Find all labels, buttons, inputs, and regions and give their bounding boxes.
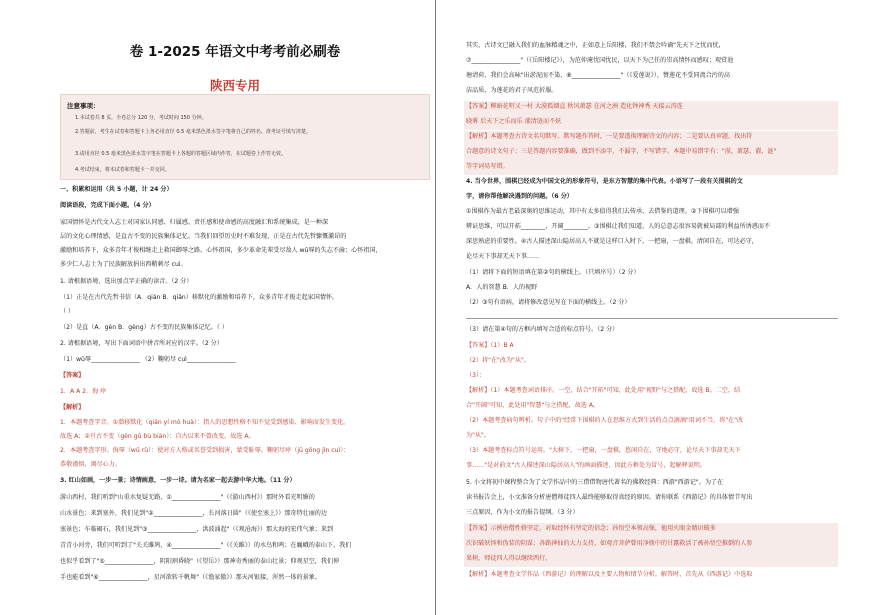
question-4: 4. 当今世界，围棋已经成为中国文化的形象符号，是东方智慧的集中代表。小语写了一段有关围棋的文 [466,178,743,185]
answer-text: 【答案】示例唐僧性格坚定，对取经怀有坚定的信念；孙悟空本领高强，他用火眼金睛识破多 [466,525,716,532]
text-line: ①围棋作为最古老最深奥的思维运动，其中有太多值得我们去传承、去借鉴的道理。②下围棋可以增强 [466,208,739,215]
question-2: 2. 请根据语境，写出下面词语中拼音所对应的汉字。（2 分） [60,340,223,347]
options: A．人的智慧 B．人的视野 [466,284,538,291]
analysis-text: （3）本题考查标点符号运用。"大树下，一把扇，一盘棋，悠闲自在，守地必守，论尽天下事却无天下 [466,447,741,454]
answer-text: （2）将"在"改为"从"。 [466,357,530,364]
text-line: 激励和培养下，众多青年才俊相继走上救国御辱之路。心怀祖国，多少革命先辈受尽敌人 wū辱的失志不渝；心怀祖国， [60,247,382,254]
analysis-text: 合"开阔"可知，此处用"智慧"与之搭配，故选 A。 [466,402,600,409]
answer-text: 次识破妖怪和伪装的阴谋；各路神仙的大力支持，如观音菩萨曾用净瓶中的甘露救活了被孙悟空推倒的人参 [466,540,753,547]
analysis-text: 等字词易写错。 [466,163,509,170]
analysis-text: 合题意的诗文句子；三是答题内容要准确，做到不添字，不漏字，不写错字。本题中易错字有："漠、萧瑟、濯、涟" [466,148,777,155]
text-line: 塘清荷，我们会高咏"出淤泥而不染，⑧________________"（《爱莲说》），赞莲花不受同流合污的高 [466,72,730,79]
notice-item: 4.考试结束，将本试卷和答题卡一并交回。 [75,167,170,173]
answer-text: 【答案】（1）B A [466,342,514,349]
question-5: 5. 小文将初中课程整合为了文学作品中的三借借物唐代著名的佛教经典：西游"西游记"。为了在 [466,479,724,486]
text-line: 游山西村，我们听到"山重水复疑无路，①________________"（《游山西村》）那时外看光明媚的 [60,494,315,501]
question-3: 3. 红山如画，一步一景；诗情画意，一步一诗。请为名家一起去游中华大地。（11 分） [60,477,296,484]
analysis-text: 事……"是对前文"古人描述深山隐居高人"的画面描述，因此方框处为冒号，起解释说明。 [466,462,706,469]
text-line: 读书报告会上，小文准备分析唐僧师徒四人最终能够取得真经的原因。请你联系《西游记》的具体情节写出 [466,494,753,501]
answer-text: 果树，师徒四人得以继续西行。 [466,555,552,562]
text-line: （1）正是在古代先哲书信（A．qián B．qiǎn）移默化的激励和培养下，众多青年才俊走起家国情怀。 [60,294,339,301]
text-line: 塞景色；车临碣石，我们见到"③________________，洪波涌起"（《观沧海》）那大海的宏伟气象；来到 [60,526,334,533]
answer-text: （3）： [466,372,486,379]
notice-item: 1.本试卷共 8 页，全卷总分 120 分，考试时间 150 分钟。 [75,115,207,121]
text-line: 也似乎看到了"⑤________________，阴阳割昏晓"（《望岳》）那神奇秀丽的泰山壮景；仰观星空，我们伸 [60,558,340,565]
analysis-text: 【解析】本题考查文学作品《西游记》的理解以及主要人物和情节分析。解答时，首先从《西游记》中选取 [466,571,753,578]
text-line: 洁品质，为莲花的君子风范折服。 [466,87,558,94]
text-line: 手也能看到"⑥________________，星河欲转千帆舞"（《渔家傲》）那天河银接、浑然一体的景象。 [60,574,321,581]
text-line: （1）wū辱________________ （2）鞠躬尽 cuì________________ [60,356,236,363]
question-1: 1. 请根据语境，选出加点字正确的读音。（2 分） [60,278,193,285]
text-line: 山水景色；来到塞外，我们见到"②________________，长河落日圆"（《使至塞上》）那奇特壮丽的边 [60,510,327,517]
sub-question: （2）③句有语病，请将修改意见写在下面的横线上。（2 分） [466,299,631,306]
analysis-text: （2）本题考查病句辨析。句子中的"经常下围棋的人在思维方式到生活的点点滴滴"用词不当，将"在"改 [466,417,744,424]
answer-blank: （ ） [60,308,75,315]
analysis-label: 【解析】 [60,404,85,411]
notice-box [60,94,430,180]
answer-text: 1．A A 2．侮 瘁 [60,388,107,395]
text-line: 青青小河旁，我们可听到了"关关雎鸠，④________________"（《关雎》）的水鸟和鸣；在巍峨的泰山下，我们 [60,542,352,549]
notice-title: 注意事项： [67,102,100,110]
analysis-text: 故选 A；②亘古不变（gèn gǔ bù biàn）：自古以来不曾改变。故选 A。 [60,433,255,440]
analysis-text: 2．本题考查字形。侮辱（wǔ rǔ）：使对方人格或名誉受到损害，蒙受耻辱。鞠躬尽瘁（jū gōng jìn cuì）： [60,447,350,454]
notice-item: 3.请用直径 0.5 毫米黑色墨水签字笔在答题卡上各题的答题区域内作答，在试题卷上作答无效。 [75,151,286,157]
sub-question: （3）请在第④句的方框内填写合适的标点符号。（2 分） [466,326,619,333]
analysis-text: 1．本题考查字音。①潜移默化（qián yí mò huà）：指人的思想性格不知不觉受到感染、影响而发生变化。 [60,419,350,426]
right-column [436,0,870,615]
answer-text: 晓雾 后天下之乐而乐 濯清涟而不妖 [466,118,562,125]
exam-subtitle: 陕西专用 [209,78,260,93]
text-line: 家国情怀是古代文人志士对国家认同感、归属感、责任感和使命感的高度融汇和系统集成，是一种深 [60,219,329,226]
text-line: 三点原因，作为小文的报告提纲。（3 分） [466,509,579,516]
notice-item: 2.答题前，考生在试卷和答题卡上务必用直径 0.5 毫米黑色墨水签字笔将自己的姓名、准考证号填写清楚。 [75,129,311,135]
text-line: ⑦________________"（《岳阳楼记》），为范仲淹忧国忧民，以天下为己任的崇高情怀而感叹；观赏池 [466,57,734,64]
text-line: 层的文化心理情感，是直古不变的民族集体记忆。当我们回望历史时不难发现，正是在古代先哲慷慨激昂的 [60,233,347,240]
analysis-text: 恭敬谨慎，竭尽心力。 [60,461,121,468]
section-heading: 一、积累和运用（共 5 小题，计 24 分） [60,186,173,193]
text-line: 深思熟虑的重要性。④古人描述深山隐居高人不就是这样口入时下，一把扇，一盘棋，清闲自在，可达必守， [466,238,758,245]
text-line: （2）是直（A．gèn B．gèng）古不变的民族集体记忆。（ ） [60,324,228,331]
text-line: 辨证思维，可以开拓________，开阔________。③围棋让我们知道，人的总意志很容易就被局部的利益所诱惑而不 [466,223,771,230]
analysis-text: 为"从"。 [466,432,490,439]
answer-line [466,318,838,319]
analysis-text: 【解析】本题考查古诗文名句默写。默写题作答时，一是要透彻理解诗文的内容；二是要认真审题，找出符 [466,133,753,140]
answer-label: 【答案】 [60,372,85,379]
text-line: 多少仁人志士为了民族解放捐出西鞘刺尽 cuì。 [60,261,187,268]
analysis-text: 【解析】（1）本题考查词语排序。一空，结合"开拓"可知，此处用"视野"与之搭配，故选 B。二空，结 [466,387,741,394]
answer-text: 【答案】柳暗花明又一村 大漠孤烟直 秋风萧瑟 在河之洲 造化钟神秀 天接云涛连 [466,103,683,110]
question-4-cont: 字，请你帮他解决遇到的问题。（6 分） [466,193,573,200]
instruction: 阅读语段，完成下面小题。（4 分） [60,202,155,209]
text-line: 其实，古诗文已融入我们的血脉精魂之中，正如意上岳阳楼，我们不禁会吟诵"先天下之忧而忧， [466,42,725,49]
text-line: 论尽天下事却无天下事…… [466,253,540,260]
exam-title: 卷 1-2025 年语文中考考前必刷卷 [129,44,341,60]
sub-question: （1）请将下面的短语填在第②句的横线上。（只填序号）（2 分） [466,269,640,276]
